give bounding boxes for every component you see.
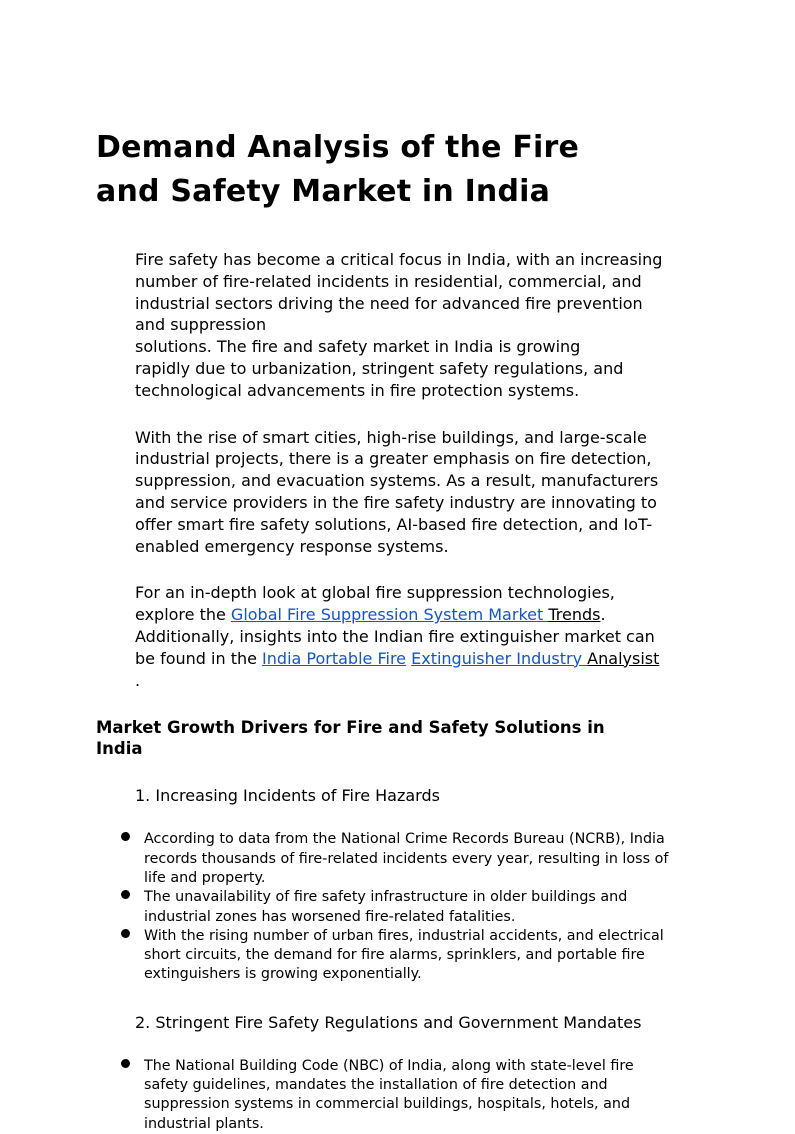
document-page <box>96 126 696 1134</box>
text-line: For an in-depth look at global fire suppression technologies, <box>135 583 615 603</box>
text-line: and suppression <box>135 315 267 335</box>
list-item <box>96 927 672 985</box>
list-item-text: According to data from the National Crime Records Bureau (NCRB), India records thousands of fire-related incidents every year, resulting in loss of life and property. <box>144 831 669 886</box>
text-line: industrial sectors driving the need for advanced fire prevention <box>135 293 643 313</box>
subheading-regulations: 2. Stringent Fire Safety Regulations and Government Mandates <box>135 1012 642 1032</box>
text-line: With the rise of smart cities, high-rise buildings, and large-scale <box>135 427 647 447</box>
analysist-link-tail[interactable]: Analysist <box>587 648 660 668</box>
text-line: suppression, and evacuation systems. As a result, manufacturers <box>135 471 659 491</box>
text-line: solutions. The fire and safety market in India is growing <box>135 337 581 357</box>
title-line-2: and Safety Market in India <box>96 174 551 209</box>
text-fragment: . <box>135 670 141 690</box>
text-line: technological advancements in fire protection systems. <box>135 380 580 400</box>
text-line: number of fire-related incidents in residential, commercial, and <box>135 271 642 291</box>
text-line: Additionally, insights into the Indian fire extinguisher market can <box>135 626 655 646</box>
list-item-text: The National Building Code (NBC) of India, along with state-level fire safety guidelines, mandates the installation of fire detection and suppression systems in commercial buildings, hospitals, hotels, and industrial plants. <box>144 1057 634 1132</box>
text-line: offer smart fire safety solutions, AI-based fire detection, and IoT- <box>135 514 653 534</box>
list-item <box>96 888 672 927</box>
list-item <box>96 1057 672 1134</box>
list-item-text: With the rising number of urban fires, industrial accidents, and electrical short circuits, the demand for fire alarms, sprinklers, and portable fire extinguishers is growing exponentially. <box>144 927 664 983</box>
bullet-icon <box>121 1059 130 1068</box>
bullet-icon <box>121 929 130 938</box>
bullet-list-fire-hazards <box>96 830 696 984</box>
text-line: enabled emergency response systems. <box>135 536 449 556</box>
section-heading: Market Growth Drivers for Fire and Safety Solutions in India <box>96 718 605 759</box>
text-fragment: explore the <box>135 605 231 625</box>
global-fire-suppression-link[interactable]: Global Fire Suppression System Market <box>230 605 549 625</box>
list-item-text: The unavailability of fire safety infrastructure in older buildings and industrial zones has worsened fire-related fatalities. <box>144 889 628 925</box>
text-fragment: . <box>600 605 606 625</box>
text-line: industrial projects, there is a greater emphasis on fire detection, <box>135 449 652 469</box>
extinguisher-industry-link[interactable]: Extinguisher Industry <box>411 648 588 668</box>
bullet-icon <box>121 832 130 841</box>
title-line-1: Demand Analysis of the Fire <box>96 130 580 165</box>
text-fragment: be found in the <box>135 648 263 668</box>
bullet-list-regulations <box>96 1057 696 1134</box>
page-title <box>96 126 616 214</box>
subheading-fire-hazards: 1. Increasing Incidents of Fire Hazards <box>135 786 440 806</box>
text-line: Fire safety has become a critical focus in India, with an increasing <box>135 250 663 269</box>
text-line: and service providers in the fire safety industry are innovating to <box>135 492 657 512</box>
trends-link-tail[interactable]: Trends <box>548 605 601 625</box>
india-portable-fire-link[interactable]: India Portable Fire <box>262 648 407 668</box>
bullet-icon <box>121 890 130 899</box>
list-item <box>96 830 672 888</box>
intro-paragraph <box>96 249 670 402</box>
smart-cities-paragraph <box>96 427 670 558</box>
links-paragraph <box>96 582 670 691</box>
text-line: rapidly due to urbanization, stringent safety regulations, and <box>135 358 624 378</box>
